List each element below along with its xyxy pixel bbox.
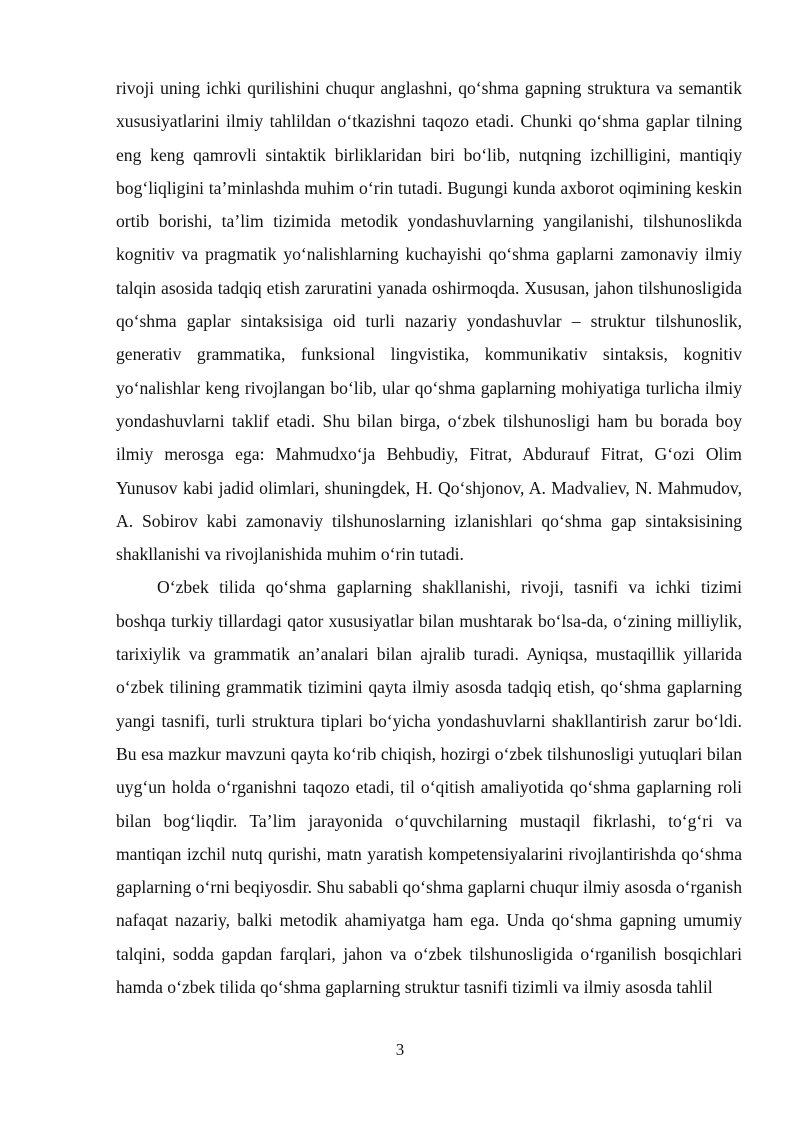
- paragraph: O‘zbek tilida qo‘shma gaplarning shakllanishi, rivoji, tasnifi va ichki tizimi boshqa turkiy tillardagi qator xususiyatlar bilan mushtarak bo‘lsa-da, o‘zining milliylik, tarixiylik va grammatik an’analari bilan ajralib turadi. Ayniqsa, mustaqillik yillarida o‘zbek tilining grammatik tizimini qayta ilmiy asosda tadqiq etish, qo‘shma gaplarning yangi tasnifi, turli struktura tiplari bo‘yicha yondashuvlarni shakllantirish zarur bo‘ldi. Bu esa mazkur mavzuni qayta ko‘rib chiqish, hozirgi o‘zbek tilshunosligi yutuqlari bilan uyg‘un holda o‘rganishni taqozo etadi, til o‘qitish amaliyotida qo‘shma gaplarning roli bilan bog‘liqdir. Ta’lim jarayonida o‘quvchilarning mustaqil fikrlashi, to‘g‘ri va mantiqan izchil nutq qurishi, matn yaratish kompetensiyalarini rivojlantirishda qo‘shma gaplarning o‘rni beqiyosdir. Shu sababli qo‘shma gaplarni chuqur ilmiy asosda o‘rganish nafaqat nazariy, balki metodik ahamiyatga ham ega. Unda qo‘shma gapning umumiy talqini, sodda gapdan farqlari, jahon va o‘zbek tilshunosligida o‘rganilish bosqichlari hamda o‘zbek tilida qo‘shma gaplarning struktur tasnifi tizimli va ilmiy asosda tahlil: [116, 577, 742, 998]
- page-number: 3: [395, 1040, 405, 1059]
- paragraph-continued: rivoji uning ichki qurilishini chuqur anglashni, qo‘shma gapning struktura va semantik xususiyatlarini ilmiy tahlildan o‘tkazishni taqozo etadi. Chunki qo‘shma gaplar tilning eng keng qamrovli sintaktik birliklaridan biri bo‘lib, nutqning izchilligini, mantiqiy bog‘liqligini ta’minlashda muhim o‘rin tutadi. Bugungi kunda axborot oqimining keskin ortib borishi, ta’lim tizimida metodik yondashuvlarning yangilanishi, tilshunoslikda kognitiv va pragmatik yo‘nalishlarning kuchayishi qo‘shma gaplarni zamonaviy ilmiy talqin asosida tadqiq etish zaruratini yanada oshirmoqda. Xususan, jahon tilshunosligida qo‘shma gaplar sintaksisiga oid turli nazariy yondashuvlar – struktur tilshunoslik, generativ grammatika, funksional lingvistika, kommunikativ sintaksis, kognitiv yo‘nalishlar keng rivojlangan bo‘lib, ular qo‘shma gaplarning mohiyatiga turlicha ilmiy yondashuvlarni taklif etadi. Shu bilan birga, o‘zbek tilshunosligi ham bu borada boy ilmiy merosga ega: Mahmudxo‘ja Behbudiy, Fitrat, Abdurauf Fitrat, G‘ozi Olim Yunusov kabi jadid olimlari, shuningdek, H. Qo‘shjonov, A. Madvaliev, N. Mahmudov, A. Sobirov kabi zamonaviy tilshunoslarning izlanishlari qo‘shma gap sintaksisining shakllanishi va rivojlanishida muhim o‘rin tutadi.: [116, 78, 742, 565]
- body-text: [116, 72, 742, 1004]
